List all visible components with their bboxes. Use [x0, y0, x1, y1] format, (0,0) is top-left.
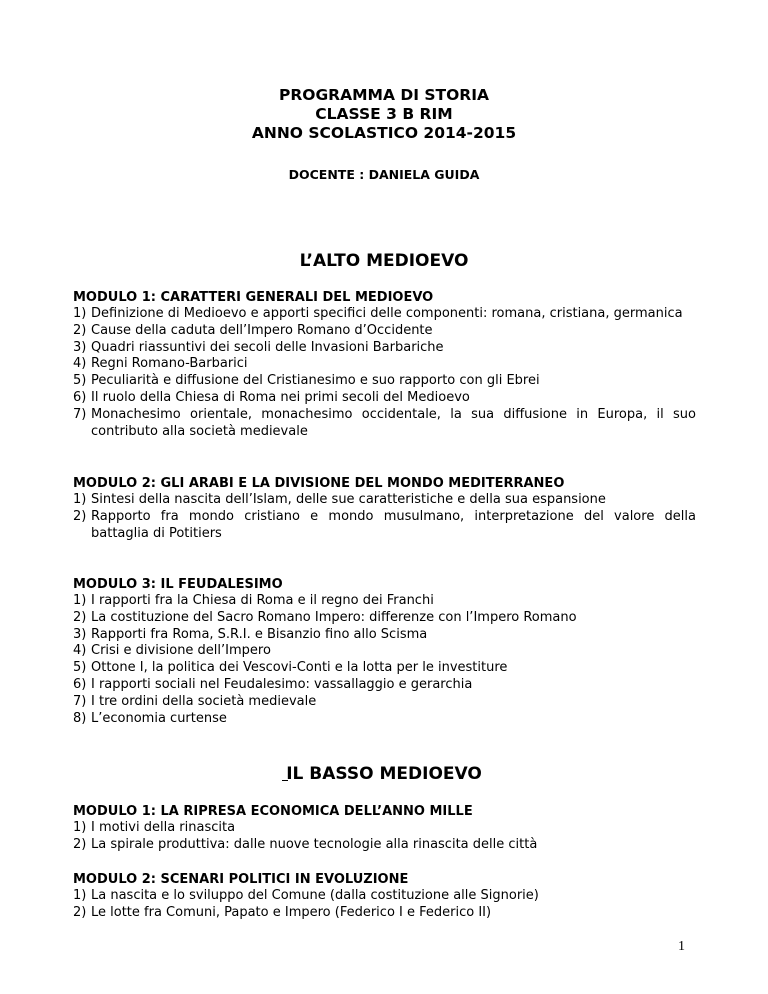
document-title: PROGRAMMA DI STORIA	[278, 86, 489, 104]
list-item: 1) Sintesi della nascita dell’Islam, delle sue caratteristiche e della sua espansione	[73, 492, 606, 507]
school-year: ANNO SCOLASTICO 2014-2015	[251, 124, 517, 142]
list-item: 2) Cause della caduta dell’Impero Romano d’Occidente	[73, 322, 433, 338]
module-item-list	[73, 820, 696, 854]
list-item: 2) Rapporto fra mondo cristiano e mondo musulmano, interpretazione del valore della battaglia di Potitiers	[73, 508, 696, 541]
list-item: 4) Crisi e divisione dell’Impero	[73, 643, 271, 659]
module-title: MODULO 1: CARATTERI GENERALI DEL MEDIOEVO	[73, 290, 434, 305]
list-item: 3) Rapporti fra Roma, S.R.I. e Bisanzio fino allo Scisma	[73, 626, 428, 642]
list-item: 2) La costituzione del Sacro Romano Impero: differenze con l’Impero Romano	[73, 609, 577, 625]
list-item: 1) Definizione di Medioevo e apporti specifici delle componenti: romana, cristiana, germanica	[73, 306, 683, 321]
list-item: 7) Monachesimo orientale, monachesimo occidentale, la sua diffusione in Europa, il suo contributo alla società medievale	[73, 406, 696, 439]
list-item: 6) I rapporti sociali nel Feudalesimo: vassallaggio e gerarchia	[73, 676, 473, 692]
list-item: 3) Quadri riassuntivi dei secoli delle Invasioni Barbariche	[73, 339, 444, 355]
list-item: 5) Peculiarità e diffusione del Cristianesimo e suo rapporto con gli Ebrei	[73, 373, 540, 389]
list-item: 1) I motivi della rinascita	[73, 820, 236, 835]
teacher-name: DOCENTE : DANIELA GUIDA	[288, 167, 480, 182]
module-title: MODULO 2: GLI ARABI E LA DIVISIONE DEL MONDO MEDITERRANEO	[73, 476, 565, 491]
list-item: 2) La spirale produttiva: dalle nuove tecnologie alla rinascita delle città	[73, 836, 538, 852]
module-title: MODULO 2: SCENARI POLITICI IN EVOLUZIONE	[73, 872, 409, 887]
module-item-list	[73, 593, 696, 727]
list-item: 1) La nascita e lo sviluppo del Comune (dalla costituzione alle Signorie)	[73, 888, 539, 903]
class-label: CLASSE 3 B RIM	[315, 105, 453, 123]
module-item-list	[73, 492, 696, 542]
module-item-list	[73, 306, 696, 440]
section-title-basso-medioevo: IL BASSO MEDIOEVO	[286, 764, 482, 784]
list-item: 6) Il ruolo della Chiesa di Roma nei primi secoli del Medioevo	[73, 389, 470, 405]
page-number: 1	[678, 939, 685, 954]
section-title-alto-medioevo: L’ALTO MEDIOEVO	[299, 251, 469, 271]
list-item: 5) Ottone I, la politica dei Vescovi-Conti e la lotta per le investiture	[73, 660, 508, 676]
list-item: 8) L’economia curtense	[73, 710, 227, 726]
list-item: 7) I tre ordini della società medievale	[73, 693, 317, 709]
module-title: MODULO 1: LA RIPRESA ECONOMICA DELL’ANNO MILLE	[73, 804, 473, 819]
list-item: 2) Le lotte fra Comuni, Papato e Impero (Federico I e Federico II)	[73, 904, 492, 920]
module-item-list	[73, 888, 696, 922]
module-title: MODULO 3: IL FEUDALESIMO	[73, 577, 283, 592]
list-item: 4) Regni Romano-Barbarici	[73, 356, 248, 372]
list-item: 1) I rapporti fra la Chiesa di Roma e il regno dei Franchi	[73, 593, 434, 608]
